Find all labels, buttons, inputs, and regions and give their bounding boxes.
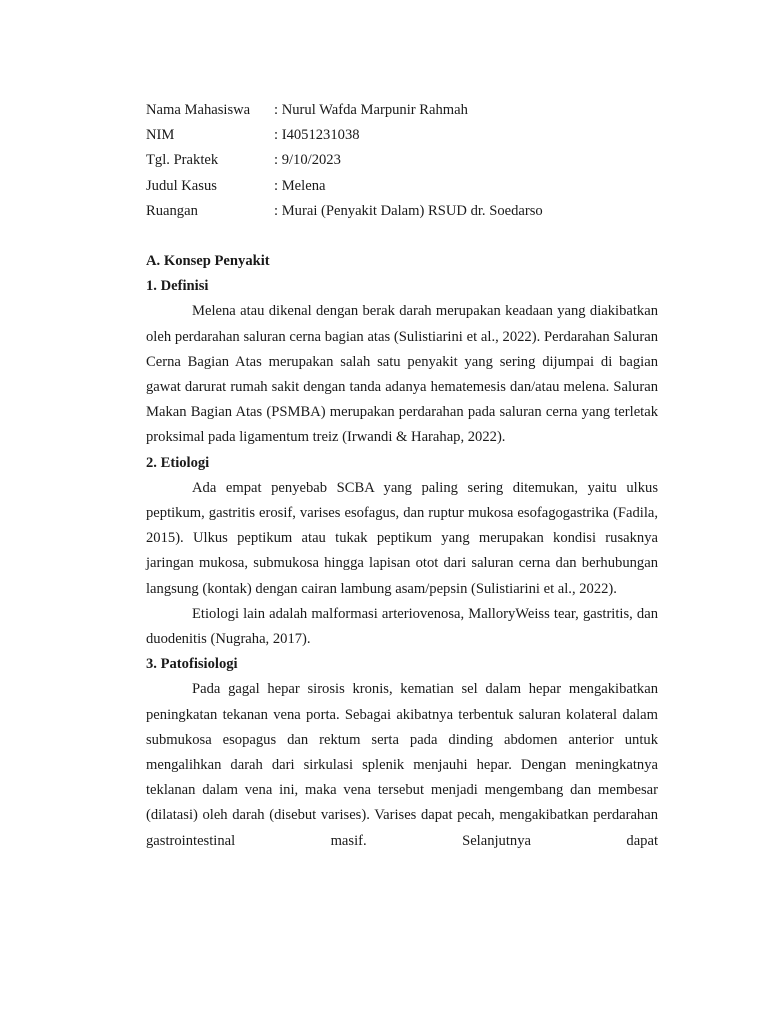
info-value: : Murai (Penyakit Dalam) RSUD dr. Soedarso (274, 202, 543, 219)
paragraph-patofisiologi: Pada gagal hepar sirosis kronis, kematian sel dalam hepar mengakibatkan peningkatan tekanan vena porta. Sebagai akibatnya terbentuk saluran kolateral dalam submukosa esopagus dan rektum serta pada dinding abdomen anterior untuk mengalihkan darah dari sirkulasi splenik menjauhi hepar. Dengan meningkatnya teklanan dalam vena ini, maka vena tersebut menjadi mengembang dan membesar (dilatasi) oleh darah (disebut varises). Varises dapat pecah, mengakibatkan perdarahan gastrointestinal masif. Selanjutnya dapat (146, 681, 658, 849)
paragraph-etiologi-1: Ada empat penyebab SCBA yang paling sering ditemukan, yaitu ulkus peptikum, gastritis erosif, varises esofagus, dan ruptur mukosa esofagogastrika (Fadila, 2015). Ulkus peptikum atau tukak peptikum yang merupakan kondisi rusaknya jaringan mukosa, submukosa hingga lapisan otot dari saluran cerna dan berhubungan langsung (kontak) dengan cairan lambung asam/pepsin (Sulistiarini et al., 2022). (146, 479, 658, 597)
paragraph-etiologi-2: Etiologi lain adalah malformasi arteriovenosa, MalloryWeiss tear, gastritis, dan duodenitis (Nugraha, 2017). (146, 605, 658, 648)
paragraph-definisi: Melena atau dikenal dengan berak darah merupakan keadaan yang diakibatkan oleh perdarahan saluran cerna bagian atas (Sulistiarini et al., 2022). Perdarahan Saluran Cerna Bagian Atas merupakan salah satu penyakit yang sering dijumpai di bagian gawat darurat rumah sakit dengan tanda adanya hematemesis dan/atau melena. Saluran Makan Bagian Atas (PSMBA) merupakan perdarahan pada saluran cerna yang terletak proksimal pada ligamentum treiz (Irwandi & Harahap, 2022). (146, 303, 658, 446)
document-body (146, 98, 658, 854)
info-label: Ruangan (146, 202, 198, 219)
info-row-ruangan (146, 199, 543, 224)
section-heading-konsep-penyakit: A. Konsep Penyakit (146, 253, 270, 270)
info-row-tgl-praktek (146, 148, 543, 173)
info-value: : Melena (274, 177, 326, 194)
info-label: Tgl. Praktek (146, 152, 219, 169)
subheading-patofisiologi: 3. Patofisiologi (146, 656, 238, 673)
info-row-nama (146, 98, 543, 123)
info-value: : Nurul Wafda Marpunir Rahmah (274, 102, 468, 118)
info-label: NIM (146, 127, 175, 144)
info-value: : I4051231038 (274, 127, 360, 144)
info-label: Nama Mahasiswa (146, 102, 251, 118)
spacer (146, 224, 658, 249)
info-row-nim (146, 123, 543, 148)
subheading-etiologi: 2. Etiologi (146, 454, 210, 471)
info-value: : 9/10/2023 (274, 152, 341, 169)
info-label: Judul Kasus (146, 177, 217, 194)
info-row-judul-kasus (146, 174, 543, 199)
student-info-table (146, 98, 543, 224)
subheading-definisi: 1. Definisi (146, 278, 209, 295)
